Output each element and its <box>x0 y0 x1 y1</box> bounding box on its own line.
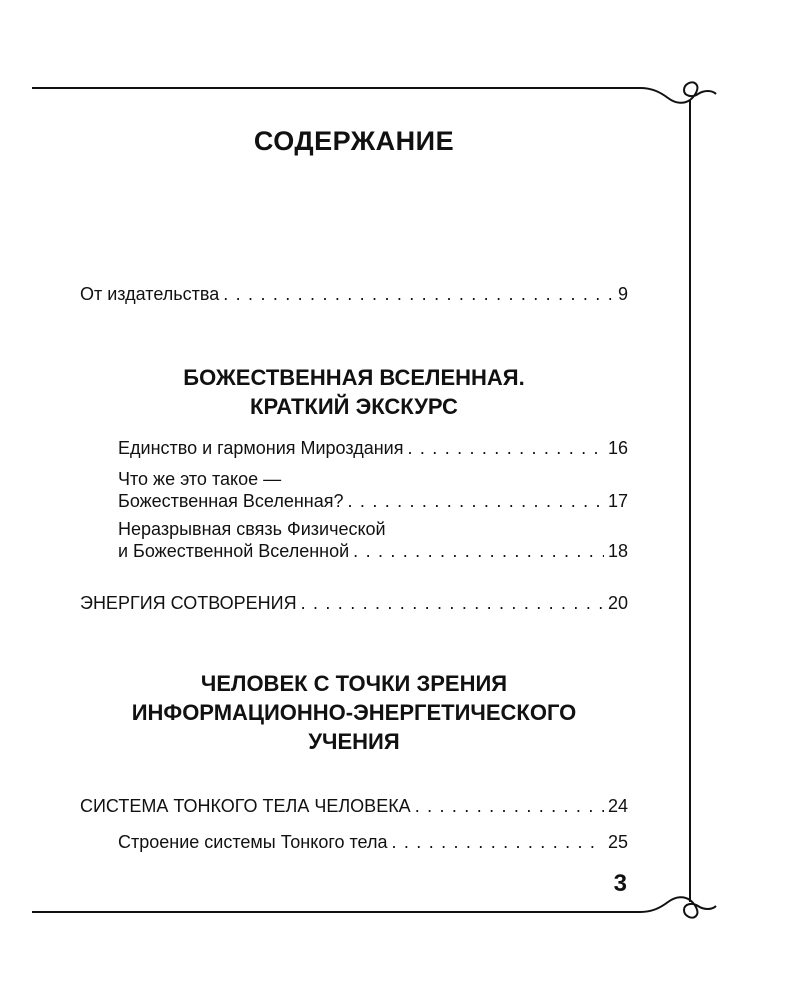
toc-entry-label-line: Неразрывная связь Физической <box>118 519 386 539</box>
top-flourish-icon <box>640 82 716 102</box>
toc-page-number: 17 <box>607 491 628 511</box>
dot-leader <box>415 795 604 817</box>
toc-entry-label: и Божественной Вселенной <box>118 541 350 561</box>
bottom-flourish-icon <box>640 897 716 917</box>
toc-page-number: 16 <box>607 438 628 458</box>
toc-entry-label-line: Что же это такое — <box>118 469 282 489</box>
section-heading-line: БОЖЕСТВЕННАЯ ВСЕЛЕННАЯ. <box>183 365 525 390</box>
toc-page-number: 18 <box>607 541 628 561</box>
toc-entry-label: СИСТЕМА ТОНКОГО ТЕЛА ЧЕЛОВЕКА <box>80 796 411 816</box>
dot-leader <box>353 540 604 562</box>
dot-leader <box>391 831 603 853</box>
dot-leader <box>348 490 604 512</box>
section-heading-line: ЧЕЛОВЕК С ТОЧКИ ЗРЕНИЯ <box>200 671 508 696</box>
toc-entry-label: От издательства <box>80 284 220 304</box>
section-heading-line: ИНФОРМАЦИОННО-ЭНЕРГЕТИЧЕСКОГО <box>131 700 577 725</box>
dot-leader <box>223 283 614 305</box>
toc-page-number: 25 <box>607 832 628 852</box>
toc-entry-unity[interactable] <box>118 437 628 459</box>
toc-entry-label: ЭНЕРГИЯ СОТВОРЕНИЯ <box>80 593 297 613</box>
toc-page-number: 20 <box>607 593 628 613</box>
dot-leader <box>407 437 603 459</box>
toc-entry-label: Божественная Вселенная? <box>118 491 344 511</box>
toc-entry-label: Единство и гармония Мироздания <box>118 438 404 458</box>
toc-page-number: 9 <box>617 284 628 304</box>
page-title: СОДЕРЖАНИЕ <box>253 126 455 156</box>
toc-entry-subtle-system[interactable] <box>80 795 628 817</box>
toc-entry-label: Строение системы Тонкого тела <box>118 832 388 852</box>
section-heading-line: УЧЕНИЯ <box>308 729 400 754</box>
section-heading-human <box>80 669 628 756</box>
toc-entry-publisher[interactable] <box>80 283 628 305</box>
section-heading-divine-universe <box>80 363 628 421</box>
toc-page-number: 24 <box>607 796 628 816</box>
dot-leader <box>301 592 604 614</box>
toc-entry-connection[interactable] <box>118 518 628 562</box>
toc-entry-what-is[interactable] <box>118 468 628 512</box>
toc-entry-structure[interactable] <box>118 831 628 853</box>
toc-entry-energy[interactable] <box>80 592 628 614</box>
page-number: 3 <box>613 870 627 897</box>
section-heading-line: КРАТКИЙ ЭКСКУРС <box>250 394 458 419</box>
